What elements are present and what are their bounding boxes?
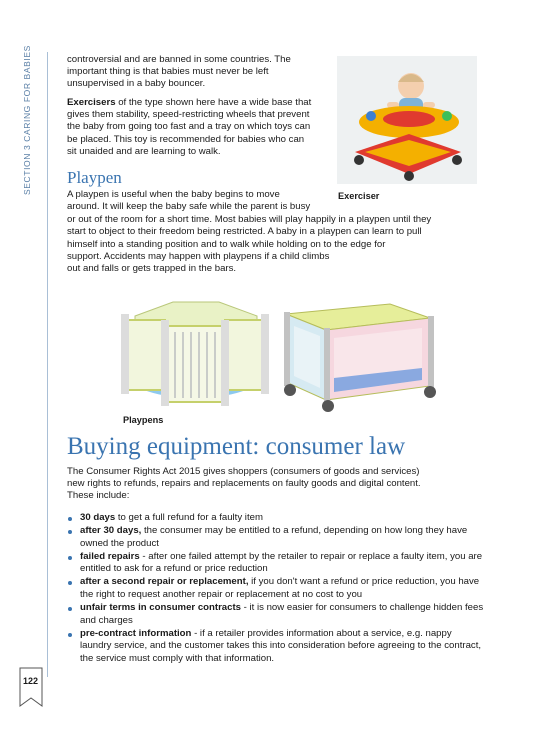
playpen-line: support. Accidents may happen with playpens if a child climbs	[67, 251, 330, 263]
playpen-line: start to object to their freedom being restricted. A baby in a playpen can learn to pull	[67, 226, 422, 238]
list-item	[67, 576, 485, 601]
list-item-term: failed repairs	[80, 550, 140, 562]
list-item	[67, 551, 485, 576]
exercisers-term: Exercisers	[67, 97, 116, 108]
page-number-tab	[19, 667, 43, 707]
playpen-line: or out of the room for a short time. Most babies will play happily in a playpen until they	[67, 213, 432, 225]
playpen-line: out and falls or gets trapped in the bars.	[67, 263, 237, 275]
baby-exerciser-illustration	[337, 56, 477, 184]
exerciser-caption: Exerciser	[338, 191, 380, 201]
consumer-intro-line: These include:	[67, 490, 130, 502]
exerciser-photo	[337, 56, 477, 184]
travel-cot-playpen-illustration	[280, 296, 440, 416]
list-item-text: - it is now easier for consumers to challenge hidden fees and charges	[80, 602, 484, 626]
list-item	[67, 512, 485, 525]
consumer-law-heading: Buying equipment: consumer law	[67, 433, 406, 460]
list-item-term: after a second repair or replacement,	[80, 576, 249, 588]
list-item-text: if you don't want a refund or price reduction, you have the right to request another repair or replacement at no cost to you	[80, 576, 480, 601]
consumer-intro-line: new rights to refunds, repairs and replacements on faulty goods and digital content.	[67, 478, 421, 490]
list-item-text: - after one failed attempt by the retailer to repair or replace a faulty item, you are entitled to ask for a refund or price reduction	[80, 550, 483, 575]
page-number: 122	[23, 676, 39, 686]
exercisers-paragraph	[67, 97, 325, 158]
playpen-line: A playpen is useful when the baby begins to move	[67, 189, 280, 200]
list-item-term: 30 days	[80, 512, 116, 523]
playpens-caption: Playpens	[123, 415, 164, 425]
list-item	[67, 525, 485, 550]
intro-paragraph	[67, 54, 325, 91]
consumer-intro	[67, 466, 487, 503]
list-item-text: the consumer may be entitled to a refund, depending on how long they have owned the product	[80, 525, 468, 549]
intro-line: important thing is that babies must never be left	[67, 66, 269, 78]
bookmark-icon	[19, 667, 43, 707]
exercisers-line	[67, 97, 325, 109]
playpen-paragraph	[67, 189, 487, 276]
intro-line: unsupervised in a baby bouncer.	[67, 78, 206, 90]
list-item-text: to get a full refund for a faulty item	[115, 512, 263, 523]
section-side-label: SECTION 3 CARING FOR BABIES	[22, 45, 32, 195]
list-item-term: after 30 days,	[80, 525, 142, 537]
consumer-intro-line: The Consumer Rights Act 2015 gives shoppers (consumers of goods and services)	[67, 466, 420, 477]
exercisers-line: gives them stability, speed-restricting wheels that prevent	[67, 109, 310, 121]
margin-rule	[47, 52, 48, 677]
playpen-line: himself into a standing position and to walk while holding on to the edge for	[67, 238, 386, 250]
playpen-line: around. It will keep the baby safe while the parent is busy	[67, 201, 311, 213]
list-item	[67, 628, 485, 666]
hexagonal-playpen-illustration	[115, 292, 275, 412]
exercisers-text: of the type shown here have a wide base that	[115, 97, 312, 108]
list-item-term: pre-contract information	[80, 627, 192, 639]
consumer-rights-list	[67, 512, 485, 666]
exercisers-line: the baby from going too fast and a tray on which toys can	[67, 121, 311, 133]
playpen-heading: Playpen	[67, 168, 122, 187]
list-item-term: unfair terms in consumer contracts	[80, 602, 242, 614]
exercisers-line: sit unaided and are learning to walk.	[67, 145, 221, 157]
list-item	[67, 602, 485, 627]
intro-line: controversial and are banned in some countries. The	[67, 54, 291, 65]
exercisers-line: be placed. This toy is recommended for babies who can	[67, 133, 305, 145]
list-item-text: - if a retailer provides information about a service, e.g. nappy laundry service, and the customer takes this into consideration before agreeing to the contract, the service must comply with that information.	[80, 627, 482, 665]
